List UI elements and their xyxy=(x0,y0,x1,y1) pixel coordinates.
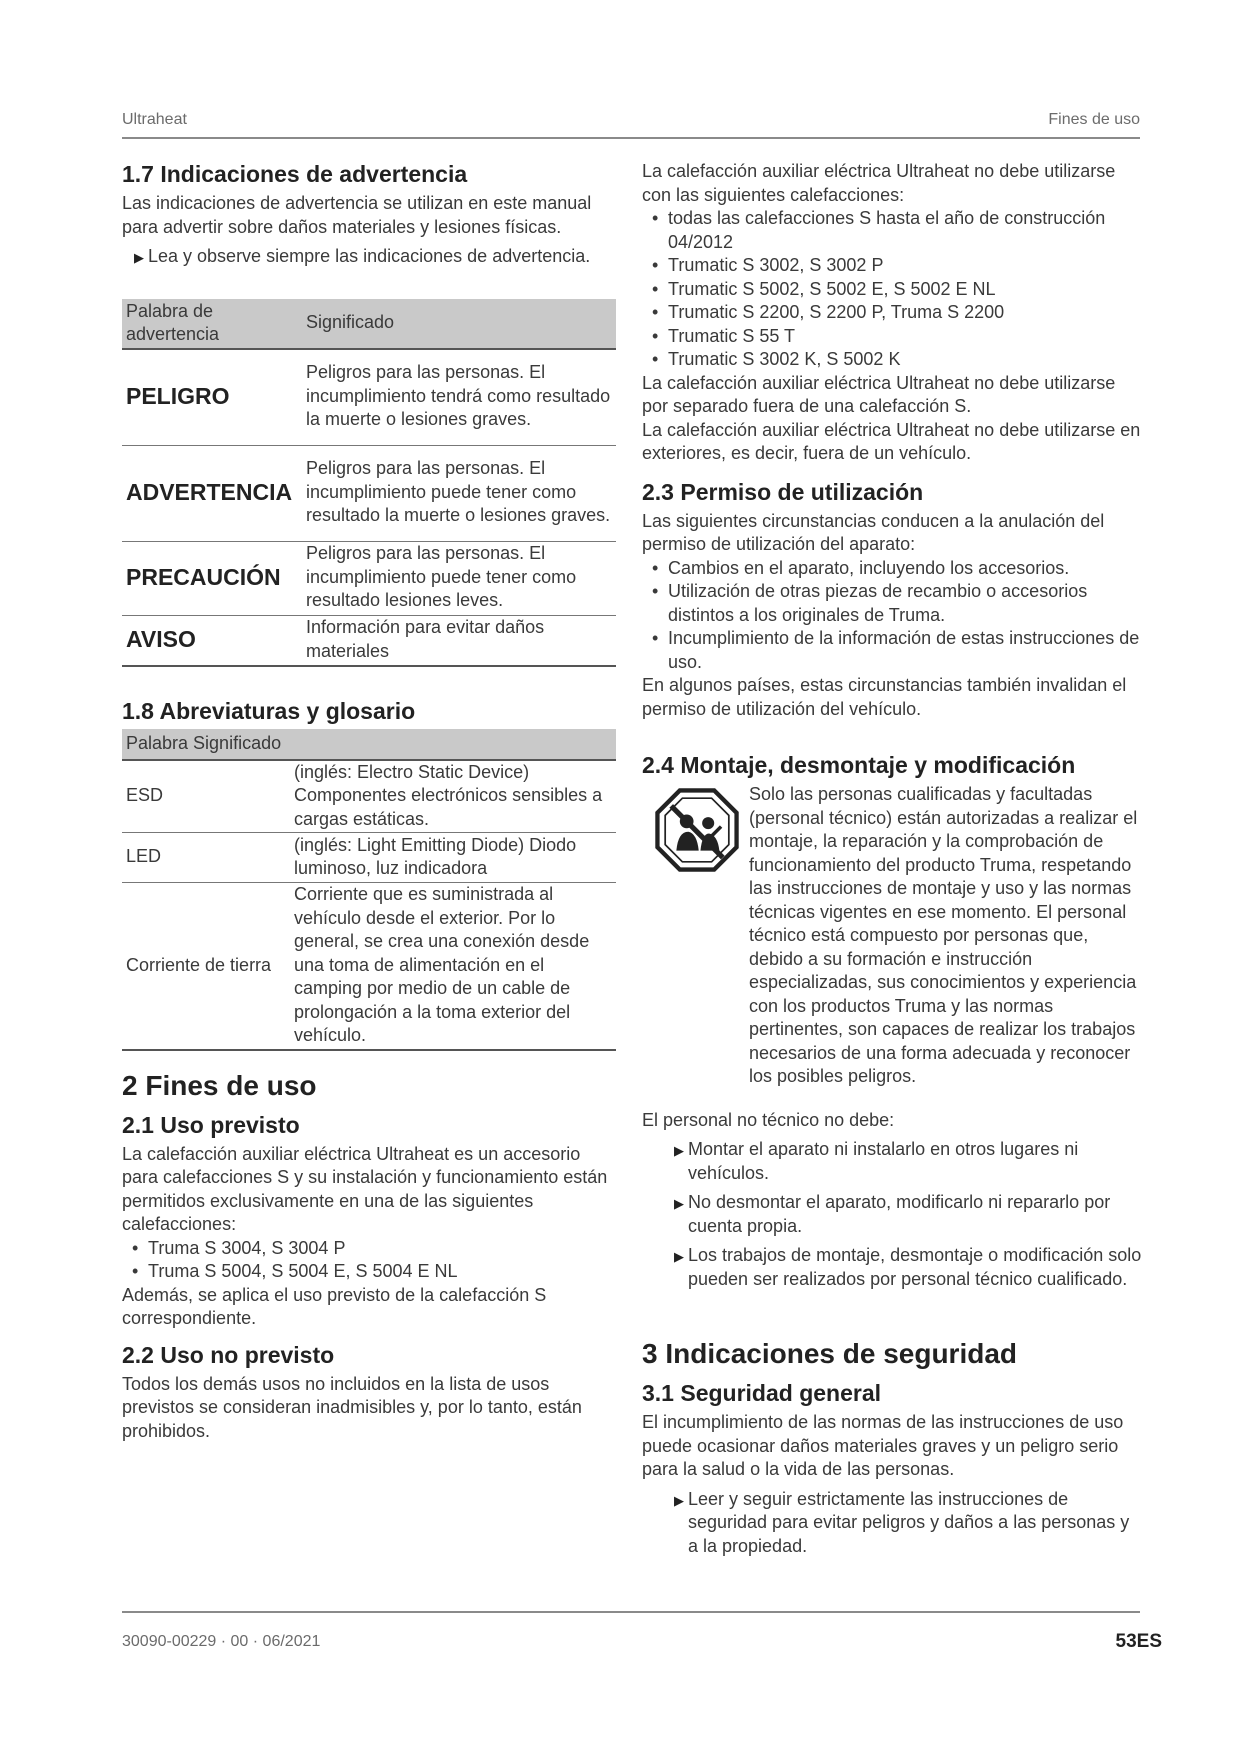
table-row xyxy=(122,760,616,833)
arrow-icon: ▶ xyxy=(674,1196,684,1211)
table-header-meaning: Significado xyxy=(302,299,616,349)
arrow-icon: ▶ xyxy=(134,250,144,265)
table-row xyxy=(122,833,616,883)
section-2-3-after: En algunos países, estas circunstancias también invalidan el permiso de utilización del vehículo. xyxy=(642,675,1127,719)
warning-table xyxy=(122,299,616,667)
signal-word: ADVERTENCIA xyxy=(122,445,302,541)
section-2-1-text: La calefacción auxiliar eléctrica Ultraheat es un accesorio para calefacciones S y su instalación y funcionamiento están permitidos exclusivamente en una de las siguientes calefacciones: xyxy=(122,1143,608,1234)
glossary-term: ESD xyxy=(122,760,290,833)
header-product: Ultraheat xyxy=(122,111,187,128)
page-footer xyxy=(122,1611,1162,1652)
list-item: • Trumatic S 55 T xyxy=(652,325,796,346)
section-1-7-title: 1.7 Indicaciones de advertencia xyxy=(122,161,468,187)
glossary-term: Corriente de tierra xyxy=(122,883,290,1050)
section-2-3-title: 2.3 Permiso de utilización xyxy=(642,478,924,505)
section-2-1-after: Además, se aplica el uso previsto de la calefacción S correspondiente. xyxy=(122,1284,547,1328)
action-item: ▶ Lea y observe siempre las indicaciones de advertencia. xyxy=(122,245,616,269)
glossary-table xyxy=(122,729,616,1051)
signal-meaning: Peligros para las personas. El incumplimiento puede tener como resultado lesiones leves. xyxy=(302,541,616,615)
section-1-8-title: 1.8 Abreviaturas y glosario xyxy=(122,697,416,724)
glossary-header: Palabra Significado xyxy=(122,729,616,760)
document-number: 30090-00229 · 00 · 06/2021 xyxy=(122,1633,321,1650)
section-3-1-title: 3.1 Seguridad general xyxy=(642,1380,882,1406)
table-header-word: Palabra de advertencia xyxy=(122,299,302,349)
arrow-icon: ▶ xyxy=(674,1249,684,1264)
signal-word: PRECAUCIÓN xyxy=(122,541,302,615)
section-3-1-text: El incumplimiento de las normas de las instrucciones de uso puede ocasionar daños materiales graves y un peligro serio para la salud o la vida de las personas. xyxy=(642,1412,1124,1479)
signal-meaning: Peligros para las personas. El incumplimiento tendrá como resultado la muerte o lesiones graves. xyxy=(302,349,616,446)
section-2-2-cont-text: La calefacción auxiliar eléctrica Ultraheat no debe utilizarse con las siguientes calefacciones: xyxy=(642,161,1116,205)
list-item: • Trumatic S 3002, S 3002 P xyxy=(652,255,884,275)
signal-meaning: Información para evitar daños materiales xyxy=(302,615,616,666)
list-item: • Trumatic S 2200, S 2200 P, Truma S 2200 xyxy=(652,302,1005,322)
signal-meaning: Peligros para las personas. El incumplimiento puede tener como resultado la muerte o lesiones graves. xyxy=(302,445,616,541)
action-item: ▶ No desmontar el aparato, modificarlo ni repararlo por cuenta propia. xyxy=(674,1192,1111,1236)
table-row xyxy=(122,541,616,615)
page-number: 53ES xyxy=(1115,1631,1162,1652)
glossary-definition: (inglés: Electro Static Device) Componentes electrónicos sensibles a cargas estáticas. xyxy=(290,760,616,833)
table-row xyxy=(122,615,616,666)
list-item: • Trumatic S 5002, S 5002 E, S 5002 E NL xyxy=(652,278,996,299)
section-2-2-title: 2.2 Uso no previsto xyxy=(122,1341,335,1368)
section-1-7-text: Las indicaciones de advertencia se utilizan en este manual para advertir sobre daños materiales y lesiones físicas. xyxy=(122,193,592,237)
list-item: • Trumatic S 3002 K, S 5002 K xyxy=(652,349,901,369)
signal-word: AVISO xyxy=(122,615,302,666)
action-item: ▶ Los trabajos de montaje, desmontaje o modificación solo pueden ser realizados por personal técnico cualificado. xyxy=(674,1245,1142,1289)
header-chapter: Fines de uso xyxy=(1048,111,1140,128)
action-item: ▶ Leer y seguir estrictamente las instrucciones de seguridad para evitar peligros y daños a las personas y a la propiedad. xyxy=(674,1488,1130,1556)
list-item: • Utilización de otras piezas de recambio o accesorios distintos a los originales de Truma. xyxy=(652,581,1088,625)
glossary-term: LED xyxy=(122,833,290,883)
section-2-4-text: Solo las personas cualificadas y facultadas (personal técnico) están autorizadas a realizar el montaje, la reparación y la comprobación de funcionamiento del producto Truma, respetando las instrucciones de montaje y uso y las normas técnicas vigentes en ese momento. El personal técnico está compuesto por personas que, debido a su formación e instrucción especializadas, sus conocimientos y experiencia con los productos Truma y las normas pertinentes, son capaces de realizar los trabajos necesarios de una forma adecuada y reconocer los posibles peligros. xyxy=(749,784,1138,1086)
list-item: • Cambios en el aparato, incluyendo los accesorios. xyxy=(652,557,1070,578)
section-2-2-text: Todos los demás usos no incluidos en la lista de usos previstos se consideran inadmisibles y, por lo tanto, están prohibidos. xyxy=(122,1373,582,1441)
list-item: • todas las calefacciones S hasta el año de construcción 04/2012 xyxy=(652,208,1106,252)
no-unqualified-work-icon xyxy=(654,787,740,873)
arrow-icon: ▶ xyxy=(674,1492,684,1508)
glossary-definition: (inglés: Light Emitting Diode) Diodo luminoso, luz indicadora xyxy=(290,833,616,883)
section-2-2-after-1: La calefacción auxiliar eléctrica Ultraheat no debe utilizarse por separado fuera de una calefacción S. xyxy=(642,372,1116,416)
section-2-1-title: 2.1 Uso previsto xyxy=(122,1111,300,1138)
right-column xyxy=(642,160,1142,1558)
list-item: • Truma S 5004, S 5004 E, S 5004 E NL xyxy=(132,1261,458,1281)
section-2-3-text: Las siguientes circunstancias conducen a la anulación del permiso de utilización del aparato: xyxy=(642,510,1105,554)
chapter-2-title: 2 Fines de uso xyxy=(122,1069,317,1101)
left-column xyxy=(122,160,616,1443)
signal-word: PELIGRO xyxy=(122,349,302,446)
section-2-2-after-2: La calefacción auxiliar eléctrica Ultraheat no debe utilizarse en exteriores, es decir, fuera de un vehículo. xyxy=(642,419,1141,463)
section-2-4-title: 2.4 Montaje, desmontaje y modificación xyxy=(642,752,1076,778)
qualified-personnel-block xyxy=(642,783,1142,1089)
page-header xyxy=(122,111,1140,139)
list-item: • Truma S 3004, S 3004 P xyxy=(132,1237,346,1258)
action-item: ▶ Montar el aparato ni instalarlo en otros lugares ni vehículos. xyxy=(674,1139,1079,1183)
chapter-3-title: 3 Indicaciones de seguridad xyxy=(642,1338,1018,1369)
table-row xyxy=(122,883,616,1050)
section-2-4-lead: El personal no técnico no debe: xyxy=(642,1109,895,1130)
arrow-icon: ▶ xyxy=(674,1143,684,1158)
table-row xyxy=(122,349,616,446)
table-row xyxy=(122,445,616,541)
list-item: • Incumplimiento de la información de estas instrucciones de uso. xyxy=(652,628,1140,672)
glossary-definition: Corriente que es suministrada al vehículo desde el exterior. Por lo general, se crea una conexión desde una toma de alimentación en el camping por medio de un cable de prolongación a la toma exterior del vehículo. xyxy=(290,883,616,1050)
